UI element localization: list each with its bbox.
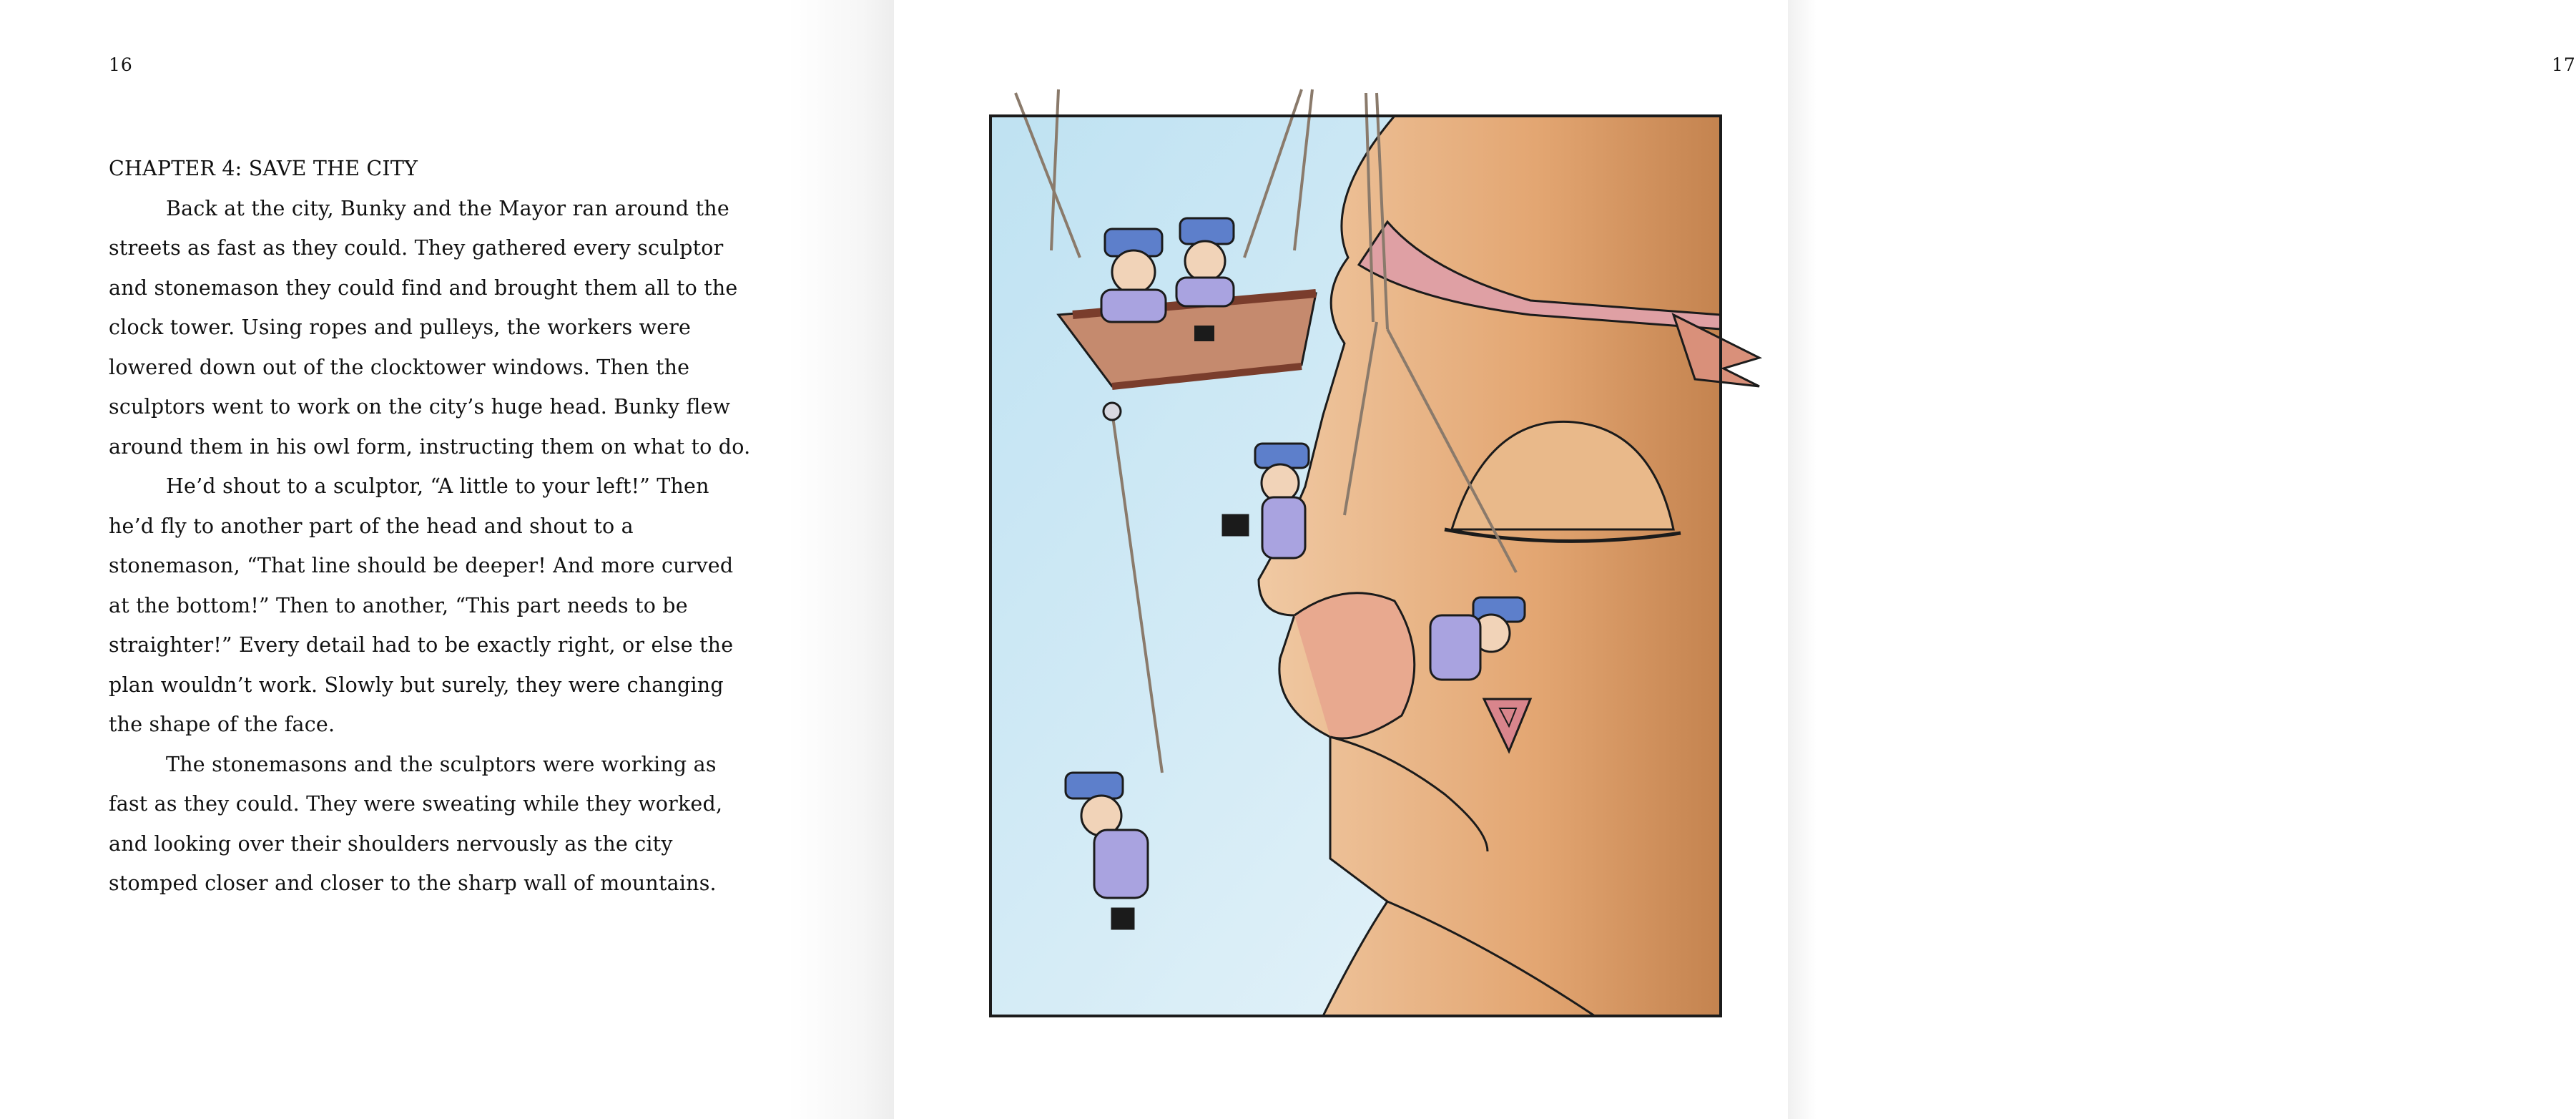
paragraph-2: He’d shout to a sculptor, “A little to your left!” Then he’d fly to another part of the head and shout to a stonemason, “That line should be deeper! And more curved at the bottom!” Then to another, “This part needs to be straighter!” Every detail had to be exactly right, or else the plan wouldn’t work. Slowly but surely, they were changing the shape of the face. <box>109 474 734 736</box>
paragraph-1: Back at the city, Bunky and the Mayor ran around the streets as fast as they could. They gathered every sculptor and stonemason they could find and brought them all to the clock tower. Using ropes and pulleys, the workers were lowered down out of the clocktower windows. Then the sculptors went to work on the city’s huge head. Bunky flew around them in his owl form, instructing them on what to do. <box>109 196 751 459</box>
page-number-left: 16 <box>109 54 133 75</box>
worker-basket-right <box>1176 218 1234 306</box>
basket-pulley <box>1103 403 1121 420</box>
left-page <box>0 0 894 1119</box>
story-text <box>109 149 759 904</box>
sculptors-on-giant-head-illustration <box>987 86 1781 1030</box>
hammer-on-basket <box>1194 326 1214 341</box>
paragraph-3: The stonemasons and the sculptors were working as fast as they could. They were sweating while they worked, and looking over their shoulders nervously as the city stomped closer and closer to the sharp wall of mountains. <box>109 752 723 895</box>
gutter-shadow-left <box>787 0 894 1119</box>
page-number-right: 17 <box>2552 54 2576 75</box>
gutter-shadow-right <box>1788 0 1817 1119</box>
chapter-title: CHAPTER 4: SAVE THE CITY <box>109 157 418 180</box>
